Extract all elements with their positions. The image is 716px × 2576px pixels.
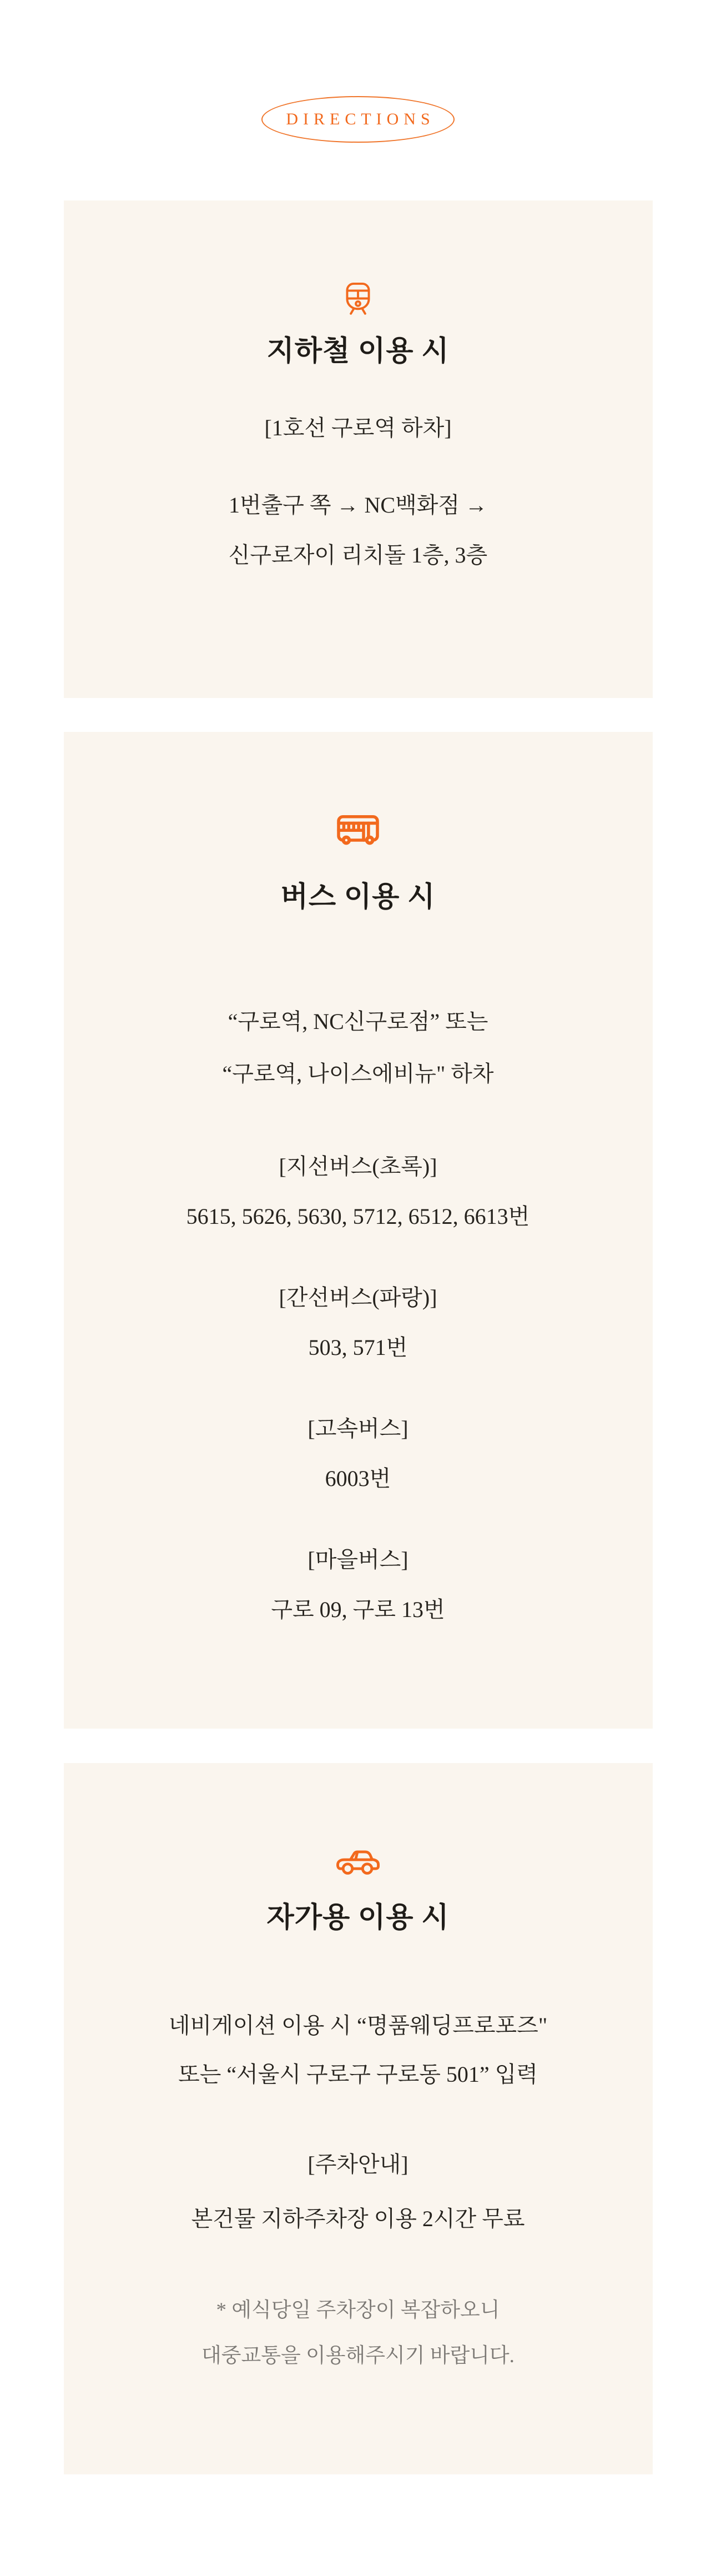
bus-group-village (86, 1546, 631, 1623)
subway-title: 지하철 이용 시 (266, 336, 450, 367)
bus-group-branch (86, 1153, 631, 1230)
bus-group-heading: [지선버스(초록)] (279, 1154, 437, 1179)
parking-note (86, 2288, 631, 2379)
directions-page (0, 96, 716, 2576)
bus-stops (86, 996, 631, 1100)
car-title: 자가용 이용 시 (266, 1902, 450, 1934)
bus-group-express (86, 1415, 631, 1492)
subway-route-line: 신구로자이 리치돌 1층, 3층 (228, 542, 488, 568)
directions-label: DIRECTIONS (286, 110, 435, 128)
bus-group-value: 구로 09, 구로 13번 (271, 1597, 445, 1623)
car-nav-line: 또는 “서울시 구로구 구로동 501” 입력 (178, 2061, 538, 2087)
bus-group-heading: [마을버스] (307, 1547, 409, 1573)
bus-card (64, 732, 653, 1729)
car-navigation (86, 2001, 631, 2099)
subway-route (86, 480, 631, 580)
subway-card (64, 200, 653, 698)
car-card (64, 1763, 653, 2474)
bus-group-value: 503, 571번 (308, 1335, 408, 1360)
bus-stop-line: “구로역, NC신구로점” 또는 (228, 1009, 488, 1035)
directions-badge (261, 96, 455, 143)
parking-note-line: 대중교통을 이용해주시기 바랍니다. (201, 2344, 515, 2367)
car-nav-line: 네비게이션 이용 시 “명품웨딩프로포즈" (168, 2012, 548, 2038)
bus-group-trunk (86, 1284, 631, 1361)
bus-icon (86, 812, 631, 846)
subway-stop-heading: [1호선 구로역 하차] (264, 415, 452, 440)
bus-group-heading: [간선버스(파랑)] (279, 1285, 437, 1310)
parking-heading: [주차안내] (307, 2151, 409, 2177)
bus-group-value: 5615, 5626, 5630, 5712, 6512, 6613번 (186, 1204, 530, 1229)
bus-stop-line: “구로역, 나이스에비뉴" 하차 (222, 1061, 494, 1087)
bus-group-value: 6003번 (325, 1466, 391, 1492)
train-icon (86, 282, 631, 315)
parking-line: 본건물 지하주차장 이용 2시간 무료 (191, 2206, 525, 2231)
bus-group-heading: [고속버스] (307, 1416, 409, 1442)
bus-title: 버스 이용 시 (280, 881, 436, 913)
subway-route-line: 1번출구 쪽 → NC백화점 → (228, 492, 488, 518)
parking-note-line: * 예식당일 주차장이 복잡하오니 (216, 2298, 500, 2322)
car-icon (86, 1846, 631, 1875)
